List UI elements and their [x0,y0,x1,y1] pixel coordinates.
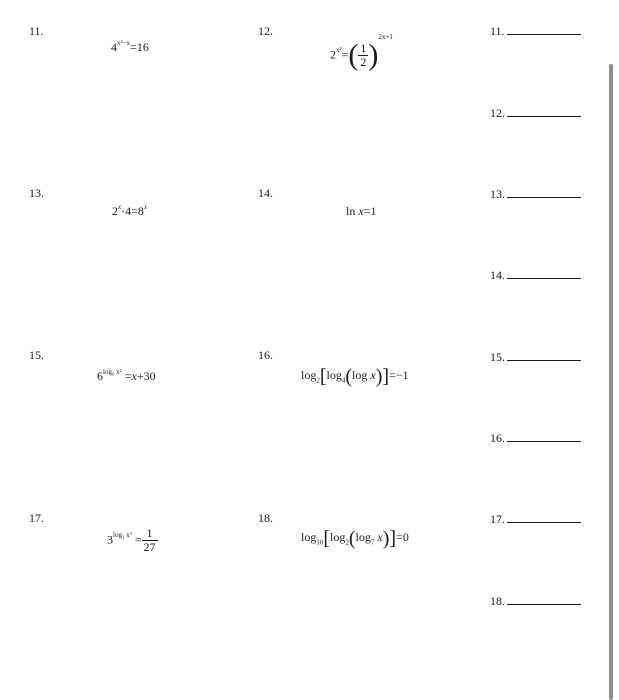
eq14-rhs: =1 [363,204,377,218]
eq17-equals: = [134,532,142,547]
answer-line-13[interactable] [507,196,581,198]
eq12-exponent: x² [336,46,342,55]
answer-label-15: 15. [490,350,505,364]
equation-12 [330,33,393,72]
eq12-equals: = [341,47,349,62]
problem-number-12: 12. [258,24,273,38]
eq12-fraction [358,42,368,69]
eq16-log-outer: log [301,368,317,382]
equation-16 [301,365,409,388]
eq16-log-middle: log [326,368,342,382]
eq13-exponent-left: x [118,203,122,211]
eq16-right-paren: ) [375,365,383,388]
equation-18 [301,527,409,550]
problem-number-13: 13. [29,186,44,200]
eq18-left-bracket: [ [323,527,331,550]
eq12-right-paren: ) [368,38,379,72]
eq17-base: 3 [107,532,113,547]
eq16-left-paren: ( [345,365,353,388]
eq11-exponent: x²−x [117,39,131,47]
eq15-equals: = [124,369,132,383]
eq18-base-inner: 7 [370,538,375,547]
answer-blank-17[interactable] [490,512,581,527]
answer-label-18: 18. [490,594,505,608]
answer-line-16[interactable] [507,440,581,442]
eq15-base: 6 [97,369,103,383]
eq18-right-paren: ) [382,527,390,550]
problem-number-15: 15. [29,348,44,362]
answer-label-17: 17. [490,512,505,526]
eq18-variable: x [377,530,383,544]
eq16-right-bracket: ] [382,365,390,388]
answer-line-14[interactable] [507,277,581,279]
problem-number-18: 18. [258,511,273,525]
eq12-fraction-denominator: 2 [360,55,367,69]
eq18-base-outer: 10 [316,538,324,547]
equation-11 [111,40,149,55]
eq16-left-bracket: [ [319,365,327,388]
eq18-base-middle: 2 [345,538,349,547]
eq12-left-paren: ( [348,38,359,72]
equation-14 [346,204,376,219]
answer-line-17[interactable] [507,521,581,523]
equation-17 [107,527,158,554]
eq13-exponent-right: x [143,203,147,211]
eq18-log-inner: log [355,530,371,544]
problem-number-16: 16. [258,348,273,362]
answer-label-16: 16. [490,431,505,445]
eq17-exponent: log₃ x³ [113,531,132,540]
answer-blank-16[interactable] [490,431,581,446]
answer-line-12[interactable] [507,115,581,117]
eq11-rhs: =16 [130,40,149,54]
eq12-outer-exponent: 2x+1 [378,33,393,42]
eq14-ln: ln [346,204,356,218]
problem-number-14: 14. [258,186,273,200]
eq12-base: 2 [330,47,336,62]
problem-number-11: 11. [29,24,44,38]
eq13-base-left: 2 [112,204,118,218]
answer-label-11: 11. [490,24,505,38]
eq16-base-middle: 4 [341,376,346,385]
eq18-log-outer: log [301,530,317,544]
answer-blank-13[interactable] [490,187,581,202]
eq16-log-inner: log [352,368,368,382]
answer-line-15[interactable] [507,359,581,361]
eq15-rhs: +30 [136,369,156,383]
answer-label-14: 14. [490,268,505,282]
eq13-middle: ·4= [121,204,138,218]
eq18-rhs: =0 [396,530,409,544]
eq17-fraction-numerator: 1 [142,527,158,541]
eq16-variable: x [370,368,376,382]
eq18-right-bracket: ] [389,527,397,550]
eq11-base: 4 [111,40,117,54]
eq18-log-middle: log [330,530,346,544]
answer-blank-12[interactable] [490,106,581,121]
answer-blank-18[interactable] [490,594,581,609]
eq16-rhs: =−1 [389,368,409,382]
answer-label-12: 12. [490,106,505,120]
equation-15 [97,369,156,384]
problem-number-17: 17. [29,511,44,525]
eq13-base-right: 8 [137,204,144,218]
equation-13 [112,204,147,219]
eq16-base-outer: 2 [316,376,320,385]
eq18-left-paren: ( [348,527,356,550]
eq15-exponent: log₆ x² [103,368,122,376]
eq17-fraction [142,527,158,554]
answer-blank-11[interactable] [490,24,581,39]
vertical-scrollbar[interactable] [609,64,613,700]
eq17-fraction-denominator: 27 [143,540,156,554]
eq12-fraction-numerator: 1 [360,41,367,55]
answer-blank-15[interactable] [490,350,581,365]
answer-blank-14[interactable] [490,268,581,283]
eq14-variable: x [358,204,364,218]
answer-line-18[interactable] [507,603,581,605]
eq15-variable: x [131,369,137,383]
answer-label-13: 13. [490,187,505,201]
answer-line-11[interactable] [507,33,581,35]
